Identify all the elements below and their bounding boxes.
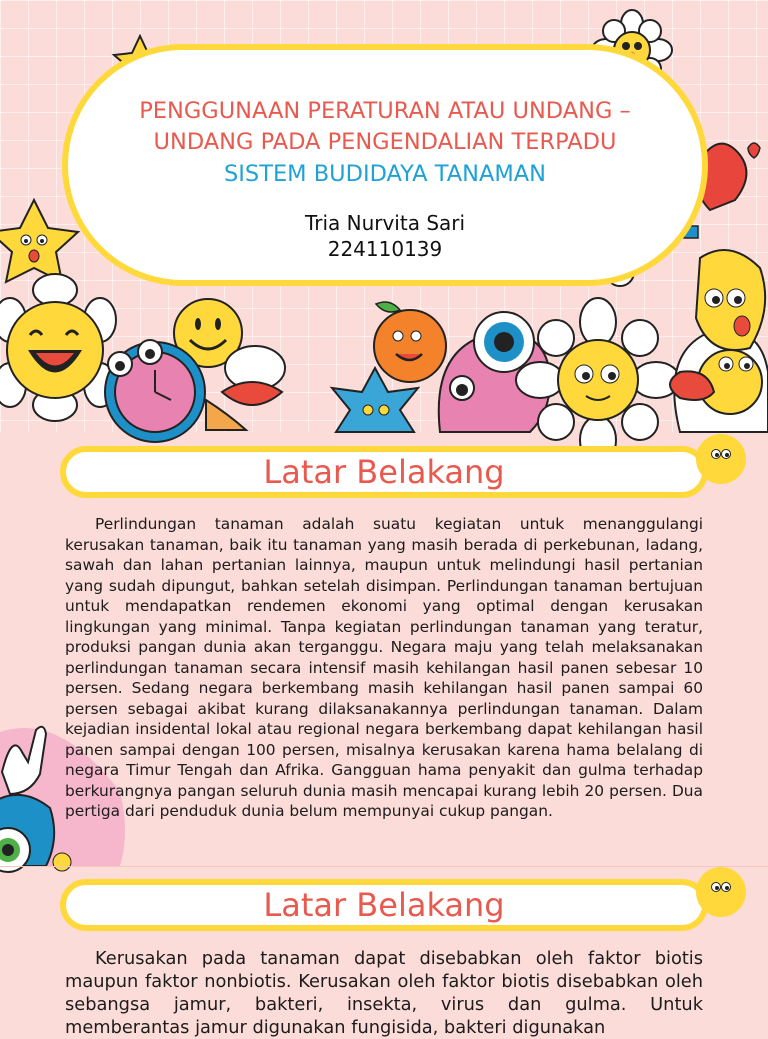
clock-character-icon	[105, 340, 205, 442]
paragraph: Perlindungan tanaman adalah suatu kegiatan untuk menanggulangi kerusakan tanaman, baik itu tanaman yang masih berada di perkebunan, ladang, sawah dan lahan pertanian lainnya, maupun untuk melindungi hasil pertanian yang sudah dipungut, bahkan setelah disimpan. Perlindungan tanaman bertujuan untuk mendapatkan rendemen ekonomi yang optimal dengan kerusakan lingkungan yang minimal. Tanpa kegiatan perlindungan tanaman yang teratur, produksi pangan dunia akan terganggu. Negara maju yang telah melaksanakan perlindungan tanaman secara intensif masih kehilangan hasil panen sebesar 10 persen. Sedang negara berkembang masih kehilangan hasil panen sampai 60 persen sebagai akibat kurang dilaksanakannya perlindungan tanaman. Dalam kejadian insidental lokal atau regional negara berkembang dapat kehilangan hasil panen sampai dengan 100 persen, misalnya kerusakan karena hama belalang di negara Timur Tengah dan Afrika. Gangguan hama penyakit dan gulma terhadap berkurangnya pangan seluruh dunia masih mencapai kurang lebih 20 persen. Dua pertiga dari penduduk dunia belum mempunyai cukup pangan.	[65, 515, 703, 820]
orange-character-icon	[374, 302, 446, 382]
section-header	[60, 446, 708, 498]
smiley-face-icon	[696, 250, 765, 350]
title-line-3: SISTEM BUDIDAYA TANAMAN	[224, 161, 546, 187]
section-header	[60, 879, 708, 931]
smiley-face-icon	[696, 434, 746, 484]
paragraph: Kerusakan pada tanaman dapat disebabkan oleh faktor biotis maupun faktor nonbiotis. Kerusakan oleh faktor biotis disebabkan oleh sebangsa jamur, bakteri, insekta, virus dan gulma. Untuk memberantas jamur digunakan fungisida, bakteri digunakan	[65, 948, 703, 1038]
star-character-icon	[0, 200, 78, 282]
latar-belakang-slide-1	[0, 432, 768, 866]
latar-belakang-slide-2	[0, 866, 768, 1038]
title-line-1: PENGGUNAAN PERATURAN ATAU UNDANG –	[139, 98, 631, 124]
student-id: 224110139	[327, 237, 443, 261]
cover-slide	[0, 0, 768, 432]
title-card	[62, 44, 708, 286]
title-line-2: UNDANG PADA PENGENDALIAN TERPADU	[153, 129, 617, 155]
section-title: Latar Belakang	[263, 886, 505, 924]
section-title: Latar Belakang	[263, 453, 505, 491]
author-name: Tria Nurvita Sari	[304, 211, 466, 235]
smiley-face-icon	[696, 867, 746, 917]
smiley-face-icon	[0, 274, 116, 421]
